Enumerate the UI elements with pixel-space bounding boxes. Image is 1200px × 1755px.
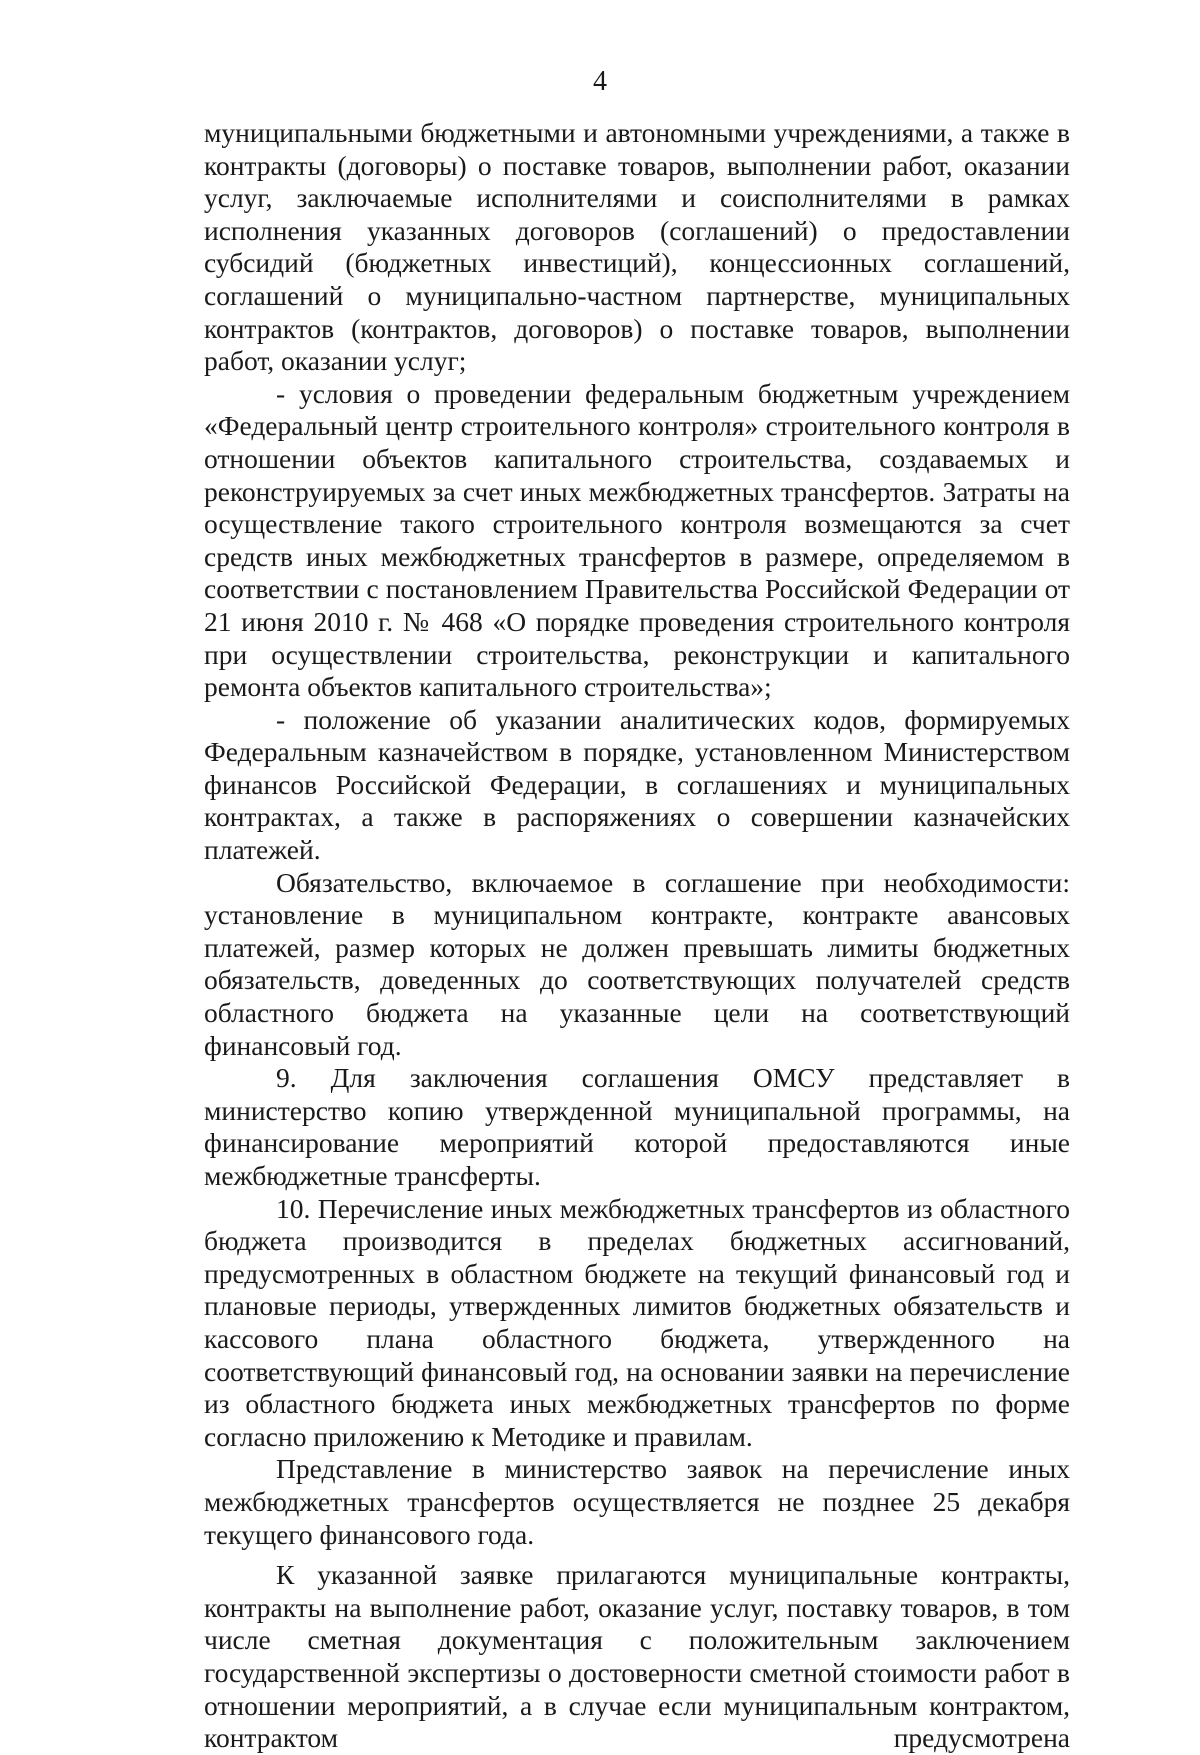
paragraph-application-attachments: К указанной заявке прилагаются муниципальные контракты, контракты на выполнение работ, оказание услуг, поставку товаров, в том числе сметная документация с положительным заключением государственной экспертизы о достоверности сметной стоимости работ в отношении мероприятий, а в случае если муниципальным контрактом, контрактом предусмотрена — [204, 1559, 1070, 1754]
paragraph-contracts-continuation: муниципальными бюджетными и автономными учреждениями, а также в контракты (договоры) о поставке товаров, выполнении работ, оказании услуг, заключаемые исполнителями и соисполнителями в рамках исполнения указанных договоров (соглашений) о предоставлении субсидий (бюджетных инвестиций), концессионных соглашений, соглашений о муниципально-частном партнерстве, муниципальных контрактов (контрактов, договоров) о поставке товаров, выполнении работ, оказании услуг; — [204, 117, 1070, 377]
paragraph-analytical-codes-provision: - положение об указании аналитических кодов, формируемых Федеральным казначейством в порядке, установленном Министерством финансов Российской Федерации, в соглашениях и муниципальных контрактах, а также в распоряжениях о совершении казначейских платежей. — [204, 703, 1070, 866]
page-number: 4 — [593, 66, 607, 97]
paragraph-construction-control-condition: - условия о проведении федеральным бюджетным учреждением «Федеральный центр строительного контроля» строительного контроля в отношении объектов капитального строительства, создаваемых и реконструируемых за счет иных межбюджетных трансфертов. Затраты на осуществление такого строительного контроля возмещаются за счет средств иных межбюджетных трансфертов в размере, определяемом в соответствии с постановлением Правительства Российской Федерации от 21 июня 2010 г. № 468 «О порядке проведения строительного контроля при осуществлении строительства, реконструкции и капитального ремонта объектов капитального строительства»; — [204, 377, 1070, 703]
document-body — [204, 117, 1070, 1755]
paragraph-advance-payments-obligation: Обязательство, включаемое в соглашение при необходимости: установление в муниципальном контракте, контракте авансовых платежей, размер которых не должен превышать лимиты бюджетных обязательств, доведенных до соответствующих получателей средств областного бюджета на указанные цели на соответствующий финансовый год. — [204, 866, 1070, 1061]
paragraph-application-deadline: Представление в министерство заявок на перечисление иных межбюджетных трансфертов осуществляется не позднее 25 декабря текущего финансового года. — [204, 1453, 1070, 1550]
paragraph-item-9: 9. Для заключения соглашения ОМСУ представляет в министерство копию утвержденной муниципальной программы, на финансирование мероприятий которой предоставляются иные межбюджетные трансферты. — [204, 1062, 1070, 1191]
paragraph-item-10: 10. Перечисление иных межбюджетных трансфертов из областного бюджета производится в пределах бюджетных ассигнований, предусмотренных в областном бюджете на текущий финансовый год и плановые периоды, утвержденных лимитов бюджетных обязательств и кассового плана областного бюджета, утвержденного на соответствующий финансовый год, на основании заявки на перечисление из областного бюджета иных межбюджетных трансфертов по форме согласно приложению к Методике и правилам. — [204, 1192, 1070, 1452]
